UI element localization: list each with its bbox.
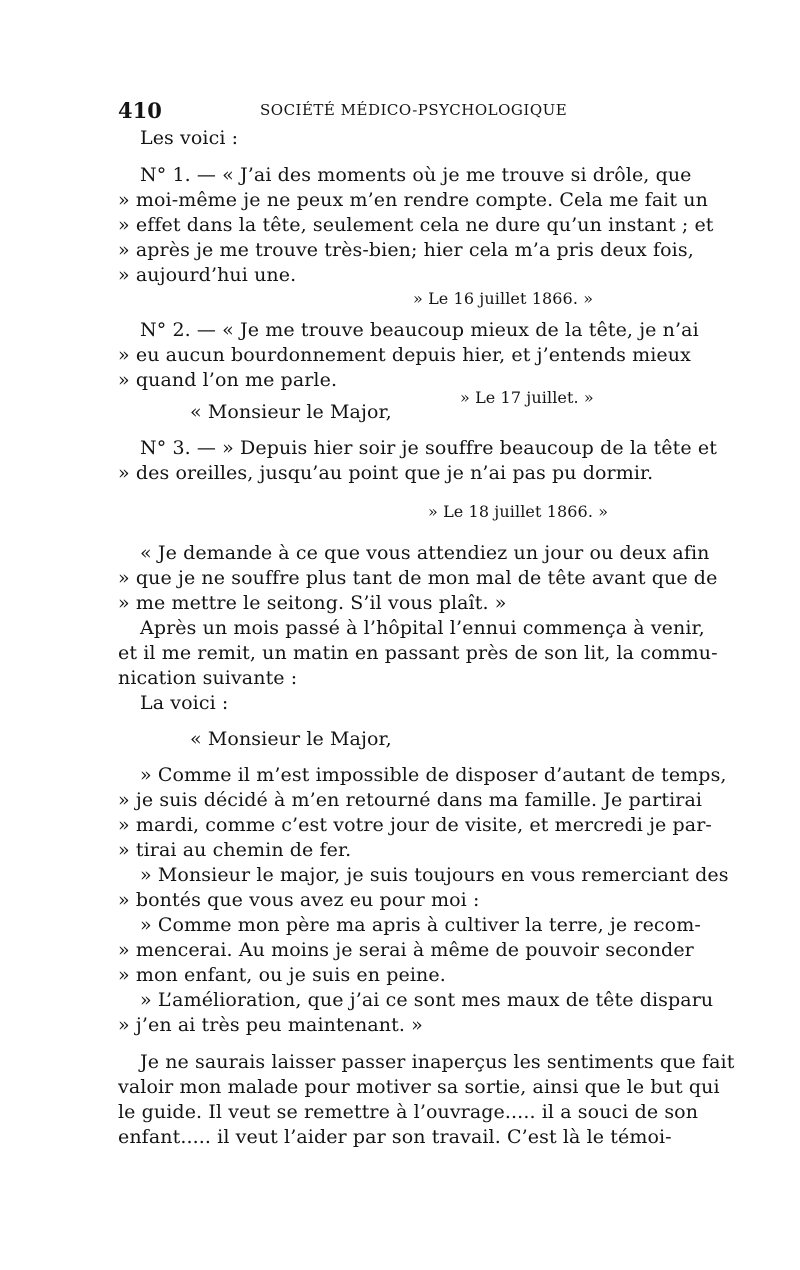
text-line: « Monsieur le Major, bbox=[190, 401, 392, 423]
text-line: » tirai au chemin de fer. bbox=[118, 839, 352, 861]
text-line: » effet dans la tête, seulement cela ne dure qu’un instant ; et bbox=[118, 214, 714, 236]
text-line: » que je ne souffre plus tant de mon mal de tête avant que de bbox=[118, 567, 718, 589]
running-title: SOCIÉTÉ MÉDICO-PSYCHOLOGIQUE bbox=[260, 101, 568, 119]
text-line: N° 3. — » Depuis hier soir je souffre beaucoup de la tête et bbox=[140, 437, 717, 459]
text-line: N° 2. — « Je me trouve beaucoup mieux de la tête, je n’ai bbox=[140, 319, 699, 341]
text-line: Après un mois passé à l’hôpital l’ennui commença à venir, bbox=[140, 617, 705, 639]
text-line: » L’amélioration, que j’ai ce sont mes maux de tête disparu bbox=[140, 989, 714, 1011]
text-line: » je suis décidé à m’en retourné dans ma famille. Je partirai bbox=[118, 789, 703, 811]
text-line: Les voici : bbox=[140, 127, 239, 149]
text-line: La voici : bbox=[140, 692, 229, 714]
text-line: le guide. Il veut se remettre à l’ouvrage..... il a souci de son bbox=[118, 1101, 699, 1123]
text-line: » me mettre le seitong. S’il vous plaît. » bbox=[118, 592, 507, 614]
text-line: » eu aucun bourdonnement depuis hier, et j’entends mieux bbox=[118, 344, 691, 366]
text-line: » des oreilles, jusqu’au point que je n’ai pas pu dormir. bbox=[118, 462, 654, 484]
text-line: nication suivante : bbox=[118, 667, 298, 689]
text-line: » mon enfant, ou je suis en peine. bbox=[118, 964, 446, 986]
text-line: » moi-même je ne peux m’en rendre compte. Cela me fait un bbox=[118, 189, 708, 211]
text-line: » mardi, comme c’est votre jour de visite, et mercredi je par- bbox=[118, 814, 712, 836]
text-line: et il me remit, un matin en passant près de son lit, la commu- bbox=[118, 642, 718, 664]
page-header bbox=[118, 98, 678, 124]
text-line: » quand l’on me parle. bbox=[118, 369, 338, 391]
text-line: valoir mon malade pour motiver sa sortie, ainsi que le but qui bbox=[118, 1076, 720, 1098]
text-line: » mencerai. Au moins je serai à même de pouvoir seconder bbox=[118, 939, 694, 961]
text-line: » aujourd’hui une. bbox=[118, 264, 297, 286]
text-line: enfant..... il veut l’aider par son travail. C’est là le témoi- bbox=[118, 1126, 672, 1148]
text-line: Je ne saurais laisser passer inaperçus les sentiments que fait bbox=[140, 1051, 735, 1073]
text-line: » Le 17 juillet. » bbox=[460, 388, 594, 407]
text-line: » bontés que vous avez eu pour moi : bbox=[118, 889, 480, 911]
page-number: 410 bbox=[118, 98, 162, 123]
text-line: » après je me trouve très-bien; hier cela m’a pris deux fois, bbox=[118, 239, 694, 261]
text-line: » Le 18 juillet 1866. » bbox=[428, 502, 609, 521]
text-line: N° 1. — « J’ai des moments où je me trouve si drôle, que bbox=[140, 164, 692, 186]
text-line: » Comme mon père ma apris à cultiver la terre, je recom- bbox=[140, 914, 701, 936]
text-line: » j’en ai très peu maintenant. » bbox=[118, 1014, 423, 1036]
text-line: » Le 16 juillet 1866. » bbox=[413, 289, 594, 308]
text-line: « Je demande à ce que vous attendiez un jour ou deux afin bbox=[140, 542, 710, 564]
text-line: » Comme il m’est impossible de disposer d’autant de temps, bbox=[140, 764, 727, 786]
text-line: « Monsieur le Major, bbox=[190, 728, 392, 750]
text-line: » Monsieur le major, je suis toujours en vous remerciant des bbox=[140, 864, 729, 886]
